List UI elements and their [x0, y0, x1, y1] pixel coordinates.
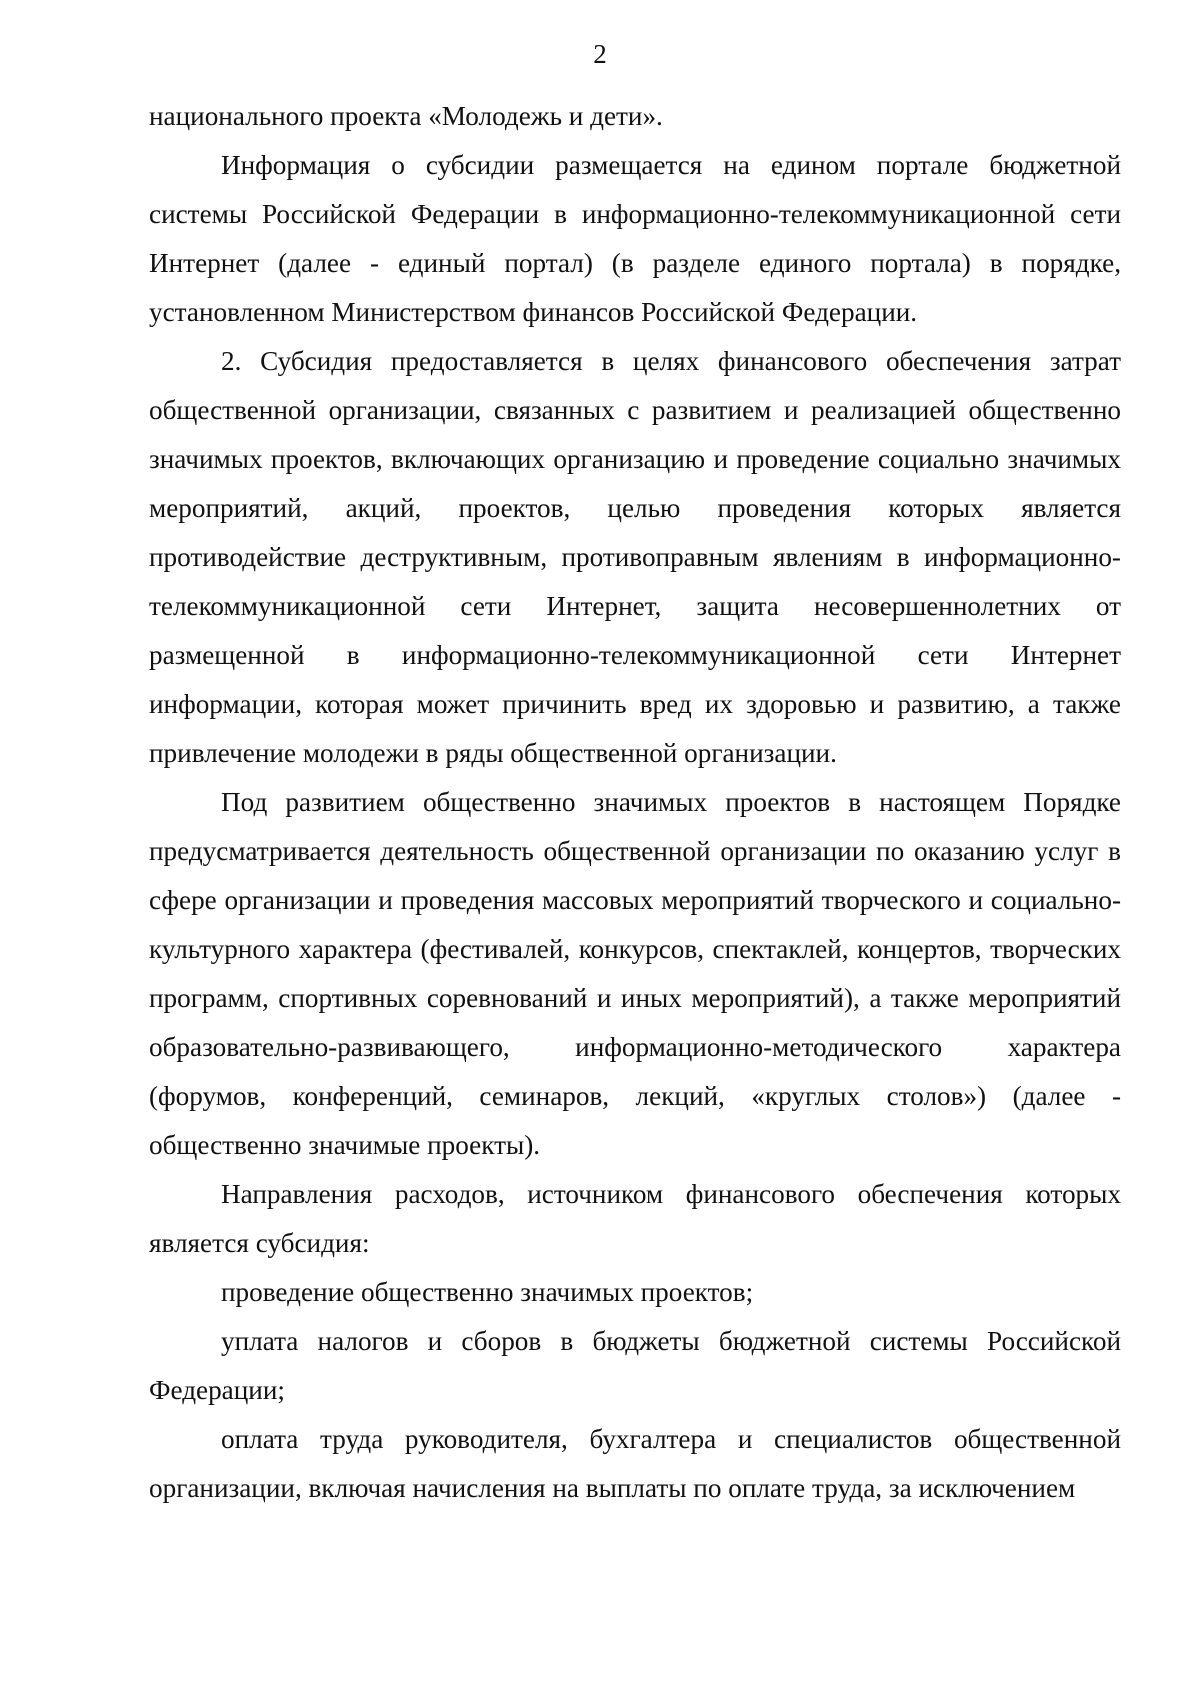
paragraph-list-item-salaries: оплата труда руководителя, бухгалтера и специалистов общественной организации, включая начисления на выплаты по оплате труда, за исключением	[149, 1424, 1121, 1503]
paragraph-project-development: Под развитием общественно значимых проектов в настоящем Порядке предусматривается деятельность общественной организации по оказанию услуг в сфере организации и проведения массовых мероприятий творческого и социально-культурного характера (фестивалей, конкурсов, спектаклей, концертов, творческих программ, спортивных соревнований и иных мероприятий), а также мероприятий образовательно-развивающего, информационно-методического характера (форумов, конференций, семинаров, лекций, «круглых столов») (далее - общественно значимые проекты).	[149, 787, 1121, 1160]
page-number: 2	[593, 39, 607, 69]
document-body	[149, 92, 1121, 1513]
paragraph-subsidy-purpose: 2. Субсидия предоставляется в целях финансового обеспечения затрат общественной организации, связанных с развитием и реализацией общественно значимых проектов, включающих организацию и проведение социально значимых мероприятий, акций, проектов, целью проведения которых является противодействие деструктивным, противоправным явлениям в информационно-телекоммуникационной сети Интернет, защита несовершеннолетних от размещенной в информационно-телекоммуникационной сети Интернет информации, которая может причинить вред их здоровью и развитию, а также привлечение молодежи в ряды общественной организации.	[149, 346, 1121, 768]
paragraph-continuation: национального проекта «Молодежь и дети».	[149, 101, 663, 131]
paragraph-subsidy-information: Информация о субсидии размещается на едином портале бюджетной системы Российской Федерации в информационно-телекоммуникационной сети Интернет (далее - единый портал) (в разделе единого портала) в порядке, установленном Министерством финансов Российской Федерации.	[149, 150, 1121, 327]
paragraph-list-item-taxes: уплата налогов и сборов в бюджеты бюджетной системы Российской Федерации;	[149, 1326, 1121, 1405]
paragraph-list-item-projects: проведение общественно значимых проектов;	[221, 1277, 754, 1307]
paragraph-expense-directions: Направления расходов, источником финансового обеспечения которых является субсидия:	[149, 1179, 1121, 1258]
